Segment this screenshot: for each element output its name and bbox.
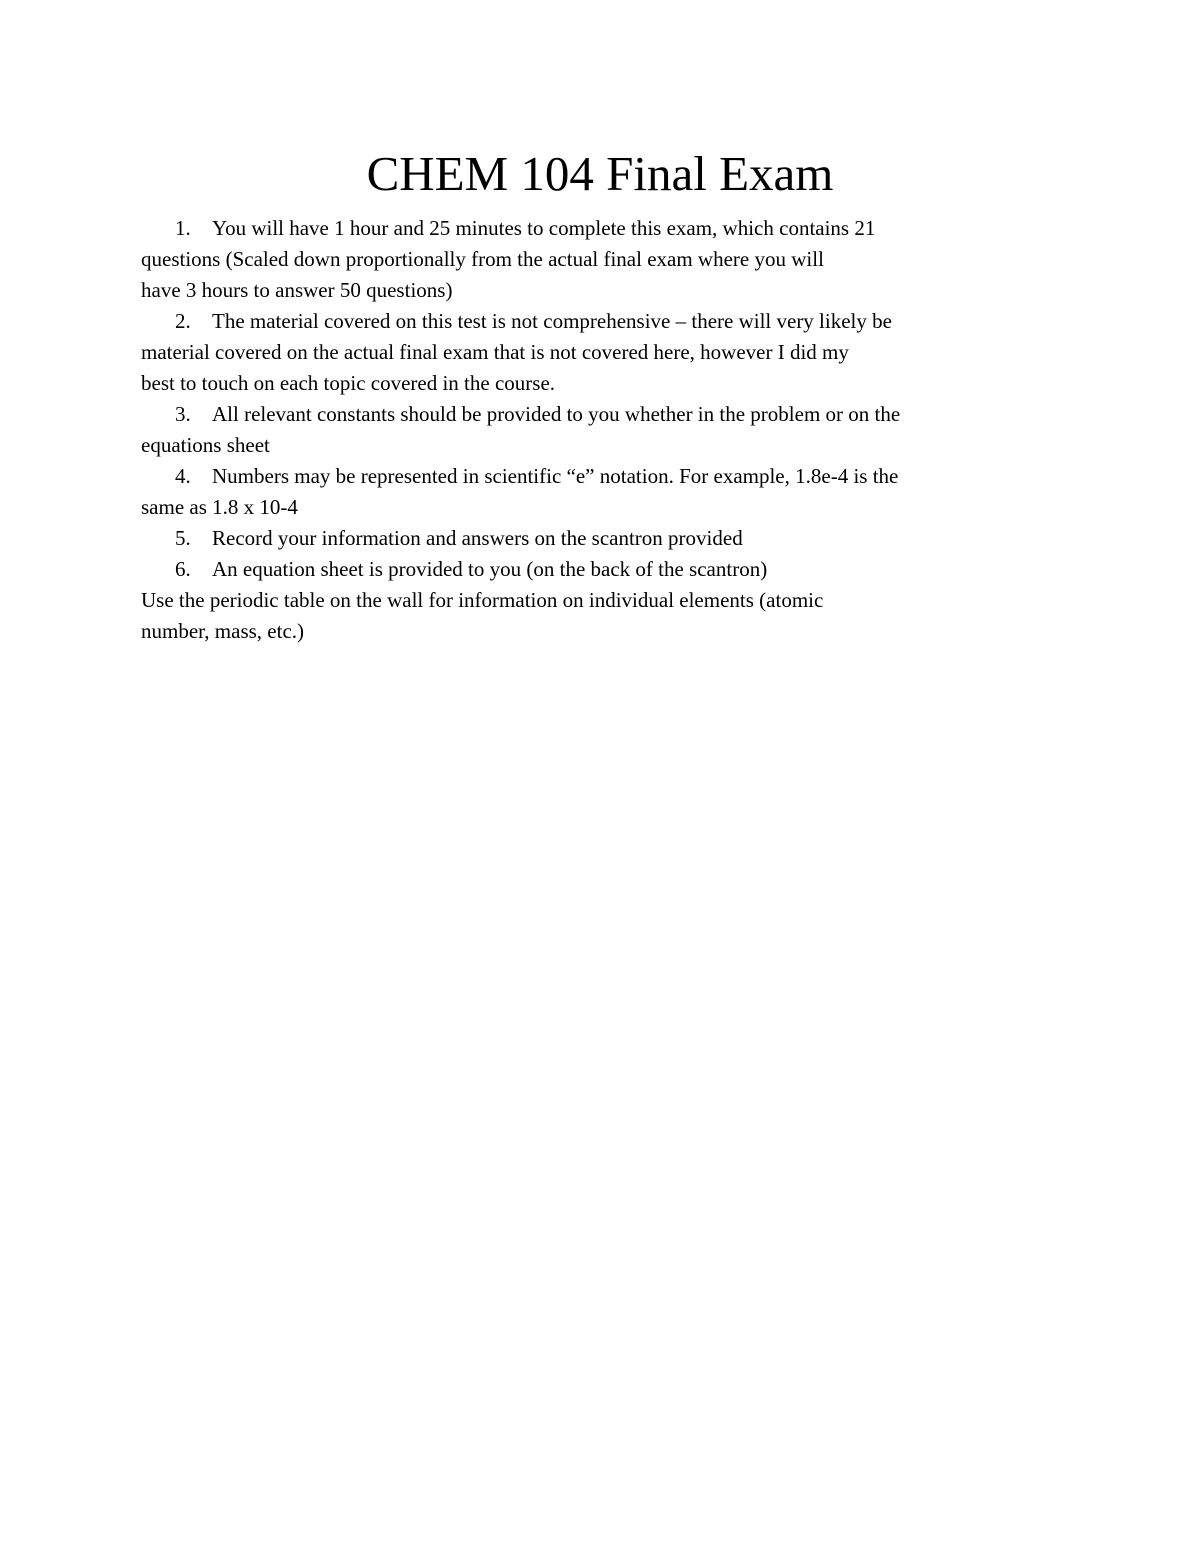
- instruction-line: same as 1.8 x 10-4: [141, 495, 298, 519]
- instruction-line: questions (Scaled down proportionally from the actual final exam where you will: [141, 247, 824, 271]
- instruction-line: material covered on the actual final exam that is not covered here, however I did my: [141, 340, 849, 364]
- instruction-number: 4.: [175, 464, 191, 488]
- instruction-line: best to touch on each topic covered in the course.: [141, 371, 556, 395]
- note-line: Use the periodic table on the wall for information on individual elements (atomic: [141, 588, 824, 612]
- instruction-line: [141, 213, 1001, 244]
- instruction-line: [141, 306, 1001, 337]
- instruction-line: [141, 554, 1001, 585]
- instruction-item-5: [141, 523, 1001, 554]
- instruction-item-6: [141, 554, 1001, 585]
- instruction-item-2: [141, 306, 1001, 399]
- instruction-number: 2.: [175, 309, 191, 333]
- instruction-text: Numbers may be represented in scientific “e” notation. For example, 1.8e-4 is the: [212, 464, 899, 488]
- page-title: CHEM 104 Final Exam: [366, 146, 834, 201]
- instruction-number: 6.: [175, 557, 191, 581]
- instruction-line: [141, 523, 1001, 554]
- instruction-line: equations sheet: [141, 433, 270, 457]
- instruction-number: 3.: [175, 402, 191, 426]
- instructions: [141, 213, 1001, 647]
- periodic-table-note: [141, 585, 1001, 647]
- instruction-line: [141, 461, 1001, 492]
- instruction-number: 5.: [175, 526, 191, 550]
- instruction-text: All relevant constants should be provided to you whether in the problem or on the: [212, 402, 901, 426]
- note-line: number, mass, etc.): [141, 619, 305, 643]
- instruction-text: Record your information and answers on the scantron provided: [212, 526, 743, 550]
- instruction-text: An equation sheet is provided to you (on the back of the scantron): [212, 557, 768, 581]
- instruction-line: [141, 399, 1001, 430]
- instruction-line: have 3 hours to answer 50 questions): [141, 278, 453, 302]
- instruction-item-1: [141, 213, 1001, 306]
- instruction-item-4: [141, 461, 1001, 523]
- instruction-text: The material covered on this test is not comprehensive – there will very likely be: [212, 309, 892, 333]
- instruction-number: 1.: [175, 216, 191, 240]
- instruction-text: You will have 1 hour and 25 minutes to complete this exam, which contains 21: [212, 216, 876, 240]
- instruction-item-3: [141, 399, 1001, 461]
